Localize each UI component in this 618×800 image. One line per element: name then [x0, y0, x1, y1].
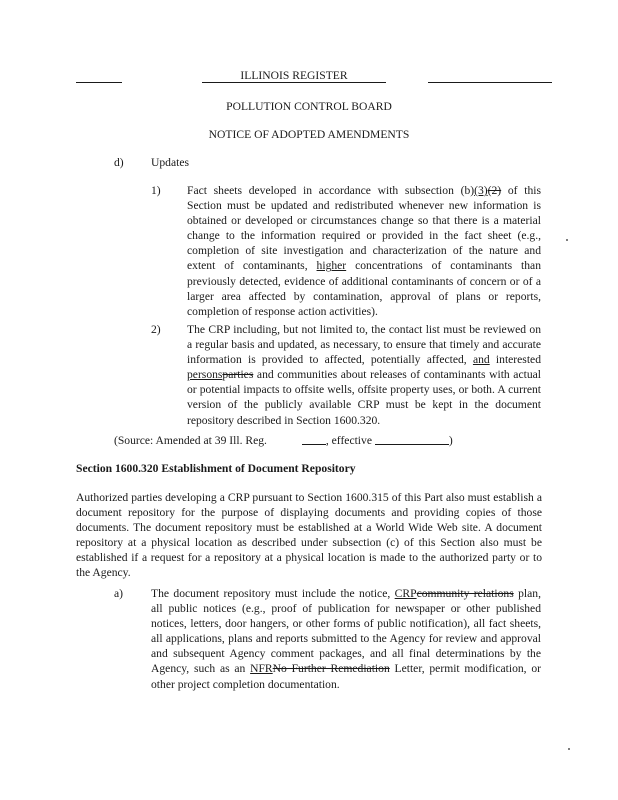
header-rule-right [428, 82, 552, 83]
item-a-insert-a: CRP [394, 587, 417, 600]
item-a-text-c: Letter, permit modification, or other project completion documentation. [151, 662, 541, 691]
subsection-a-paragraph [151, 586, 541, 692]
item-2-text-b: interested [489, 353, 541, 367]
notice-title: NOTICE OF ADOPTED AMENDMENTS [208, 128, 410, 141]
item-2-text-c: and communities about releases of contaminants with actual or potential impacts to offsite wells, offsite property uses, or both. A current version of the publicly available CRP must be kept in the document repository described in Section 1600.320. [187, 368, 541, 427]
scan-speck [568, 748, 570, 750]
item-a-text-b: plan, all public notices (e.g., proof of publication for newspaper or other published notices, letters, door hangers, or other forms of public notification), all fact sheets, all applications, plans and reports submitted to the Agency for review and approval and subsequent Agency comment packages, and all final determinations by the Agency, such as an [151, 587, 541, 676]
item-1-paragraph [187, 183, 541, 319]
item-2-insert-a: and [472, 353, 490, 367]
section-1600-320-heading: Section 1600.320 Establishment of Document Repository [76, 462, 356, 475]
item-a-text-a: The document repository must include the notice, [151, 587, 395, 600]
item-1-delete-a: (2) [487, 184, 502, 197]
item-2-delete-b: parties [222, 368, 254, 382]
scan-speck [566, 239, 568, 241]
source-line [114, 433, 453, 448]
item-1-number: 1) [151, 184, 161, 197]
item-1-text-c: concentrations of contaminants than previously detected, evidence of additional contaminants of concern or of a larger area affected by contamination, approval of plans or reports, completion of response action activities). [187, 259, 541, 318]
item-1-text-a: Fact sheets developed in accordance with subsection (b) [187, 184, 475, 197]
item-1-insert-a: (3) [474, 184, 488, 197]
item-1-text-b: of this Section must be updated and redistributed whenever new information is obtained or developed or circumstances change so that there is a material change to the information required or provided in the fact sheet (e.g., completion of site investigation and characterization of the nature and extent of contaminants, [187, 184, 541, 273]
source-mid: , effective [325, 434, 375, 447]
subsection-d-heading: Updates [151, 156, 189, 169]
item-2-number: 2) [151, 323, 161, 336]
register-title: ILLINOIS REGISTER [240, 69, 348, 82]
section-1600-320-intro: Authorized parties developing a CRP pursuant to Section 1600.315 of this Part also must establish a document repository for the purpose of displaying documents and providing copies of those documents. The document repository must be established at a World Wide Web site. A document repository at a physical location as described under subsection (c) of this Section also must be established if a request for a repository at a physical location is made to the authorized party or to the Agency. [76, 491, 542, 580]
source-prefix: (Source: Amended at 39 Ill. Reg. [114, 434, 270, 447]
item-a-delete-b: No Further Remediation [272, 662, 390, 676]
item-1-insert-b: higher [316, 259, 347, 273]
source-blank-page [302, 444, 326, 445]
item-a-delete-a: community relations [416, 587, 514, 600]
source-end: ) [448, 434, 453, 447]
subsection-a-label: a) [114, 587, 124, 600]
item-a-insert-b: NFR [250, 662, 273, 676]
header-rule-left [76, 82, 122, 83]
source-blank-date [375, 444, 449, 445]
board-title: POLLUTION CONTROL BOARD [226, 100, 392, 113]
item-2-insert-b: persons [187, 368, 223, 382]
item-2-text-a: The CRP including, but not limited to, the contact list must be reviewed on a regular basis and updated, as necessary, to ensure that timely and accurate information is provided to affected, potentially affected, [187, 323, 541, 367]
item-2-paragraph [187, 322, 541, 428]
subsection-d-label: d) [114, 156, 124, 169]
